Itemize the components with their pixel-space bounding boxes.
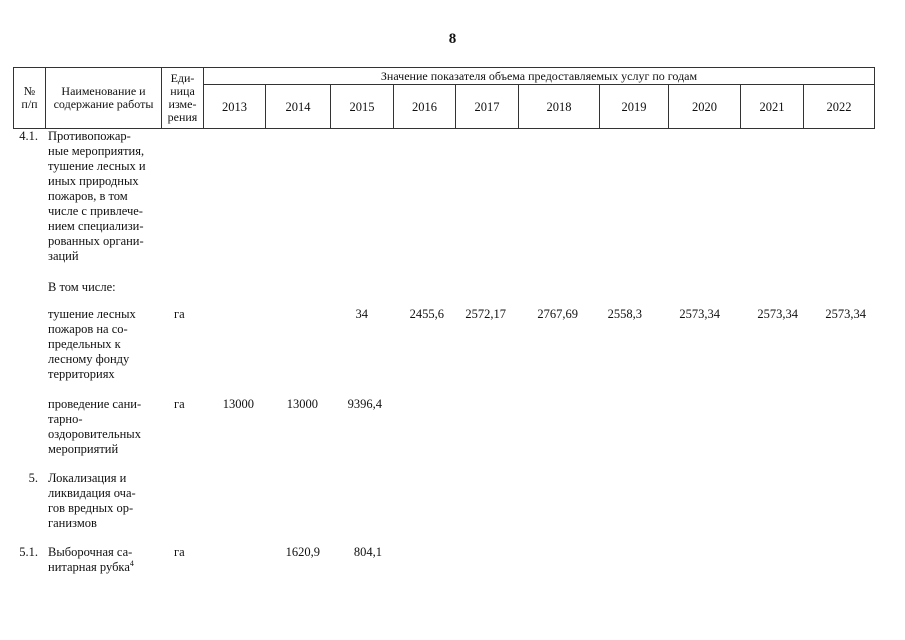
row-name: проведение сани- тарно- оздоровительных мероприятий	[48, 397, 142, 456]
cell-value: 9396,4	[347, 397, 382, 411]
page-number: 8	[448, 31, 457, 47]
year-header-2022: 2022	[826, 99, 852, 114]
row-name	[48, 545, 160, 575]
year-header-2016: 2016	[412, 99, 437, 114]
cell-value: 804,1	[353, 545, 382, 559]
unit-header-line: ница	[170, 84, 195, 98]
cell-value: 13000	[222, 397, 254, 411]
year-header-2015: 2015	[349, 99, 375, 114]
column-group-header: Значение показателя объема предоставляемых услуг по годам	[380, 68, 698, 83]
row-name: тушение лесных пожаров на со- предельных к лесному фонду территориях	[48, 307, 136, 381]
table-header	[13, 67, 875, 129]
column-header-name: Наименование и содержание работы	[53, 84, 154, 111]
cell-value: 2573,34	[679, 307, 720, 321]
unit-header-line: рения	[167, 110, 198, 124]
unit-header-line: Еди-	[170, 71, 195, 85]
row-name-text: Выборочная са- нитарная рубка	[48, 545, 133, 574]
year-header-2018: 2018	[546, 99, 572, 114]
year-header-2017: 2017	[474, 99, 500, 114]
footnote-marker: 4	[129, 558, 134, 568]
row-unit: га	[174, 397, 185, 411]
row-unit: га	[174, 545, 185, 559]
cell-value: 2573,34	[825, 307, 866, 321]
unit-header-line: изме-	[168, 97, 197, 111]
year-header-2013: 2013	[222, 99, 247, 114]
year-header-2021: 2021	[759, 99, 785, 114]
year-header-2014: 2014	[285, 99, 311, 114]
cell-value: 2455,6	[409, 307, 444, 321]
row-number: 4.1.	[19, 129, 38, 143]
cell-value: 2558,3	[607, 307, 642, 321]
year-header-2020: 2020	[692, 99, 717, 114]
cell-value: 1620,9	[285, 545, 320, 559]
cell-value: 2767,69	[537, 307, 578, 321]
cell-value: 2572,17	[465, 307, 506, 321]
cell-value: 13000	[286, 397, 318, 411]
row-number: 5.	[28, 471, 38, 485]
column-header-unit	[162, 68, 203, 128]
row-unit: га	[174, 307, 185, 321]
row-name: Локализация и ликвидация оча- гов вредных ор- ганизмов	[48, 471, 136, 530]
year-header-2019: 2019	[621, 99, 647, 114]
row-name: В том числе:	[48, 280, 116, 294]
cell-value: 34	[355, 307, 368, 321]
row-name: Противопожар- ные мероприятия, тушение лесных и иных природных пожаров, в том числе с привлече- нием специализи- рованных органи- заций	[48, 129, 146, 263]
cell-value: 2573,34	[757, 307, 798, 321]
column-header-number: № п/п	[21, 84, 38, 111]
row-number: 5.1.	[19, 545, 38, 559]
